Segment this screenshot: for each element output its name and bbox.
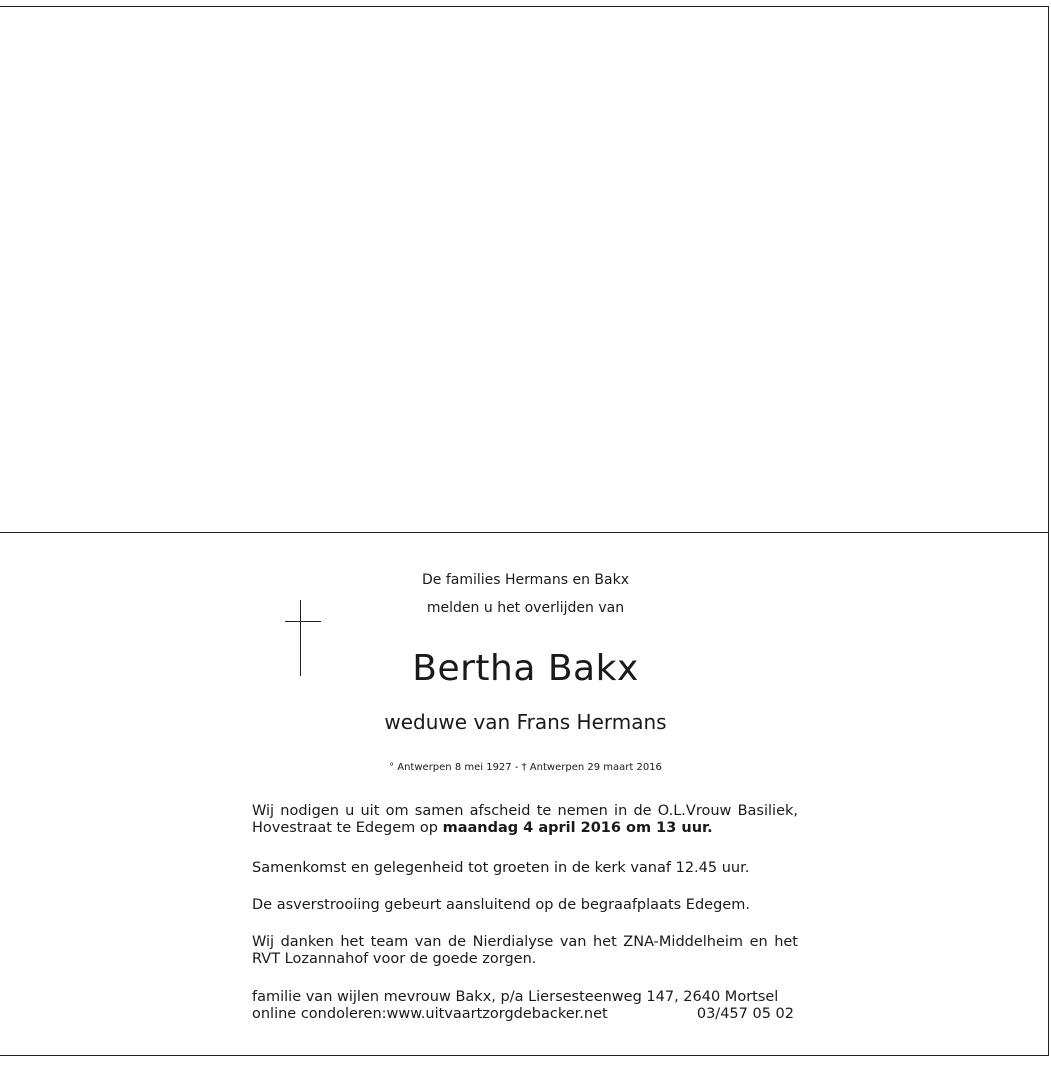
widow-of-line: weduwe van Frans Hermans — [384, 710, 667, 734]
contact-row — [252, 1006, 798, 1023]
family-address: familie van wijlen mevrouw Bakx, p/a Liersesteenweg 147, 2640 Mortsel — [252, 989, 779, 1005]
deceased-name: Bertha Bakx — [412, 648, 639, 689]
thanks-paragraph: Wij danken het team van de Nierdialyse van het ZNA-Middelheim en het RVT Lozannahof voor de goede zorgen. — [252, 934, 798, 967]
cross-horizontal-bar — [285, 621, 321, 622]
birth-death-dates: ° Antwerpen 8 mei 1927 - † Antwerpen 29 maart 2016 — [389, 762, 662, 773]
gathering-paragraph: Samenkomst en gelegenheid tot groeten in de kerk vanaf 12.45 uur. — [252, 860, 750, 876]
phone-number: 03/457 05 02 — [696, 1006, 794, 1022]
ceremony-text: Wij nodigen u uit om samen afscheid te nemen in de O.L.Vrouw Basiliek, Hovestraat te Edegem op — [252, 803, 798, 836]
fold-line — [0, 532, 1049, 533]
online-condolences: online condoleren:www.uitvaartzorgdebacker.net — [252, 1006, 608, 1022]
ceremony-paragraph — [252, 803, 798, 837]
intro-families: De families Hermans en Bakx — [421, 572, 629, 588]
ceremony-datetime: maandag 4 april 2016 om 13 uur. — [442, 820, 713, 836]
scattering-paragraph: De asverstrooiing gebeurt aansluitend op de begraafplaats Edegem. — [252, 897, 750, 913]
contact-block — [252, 989, 798, 1023]
intro-announcement: melden u het overlijden van — [426, 600, 625, 616]
